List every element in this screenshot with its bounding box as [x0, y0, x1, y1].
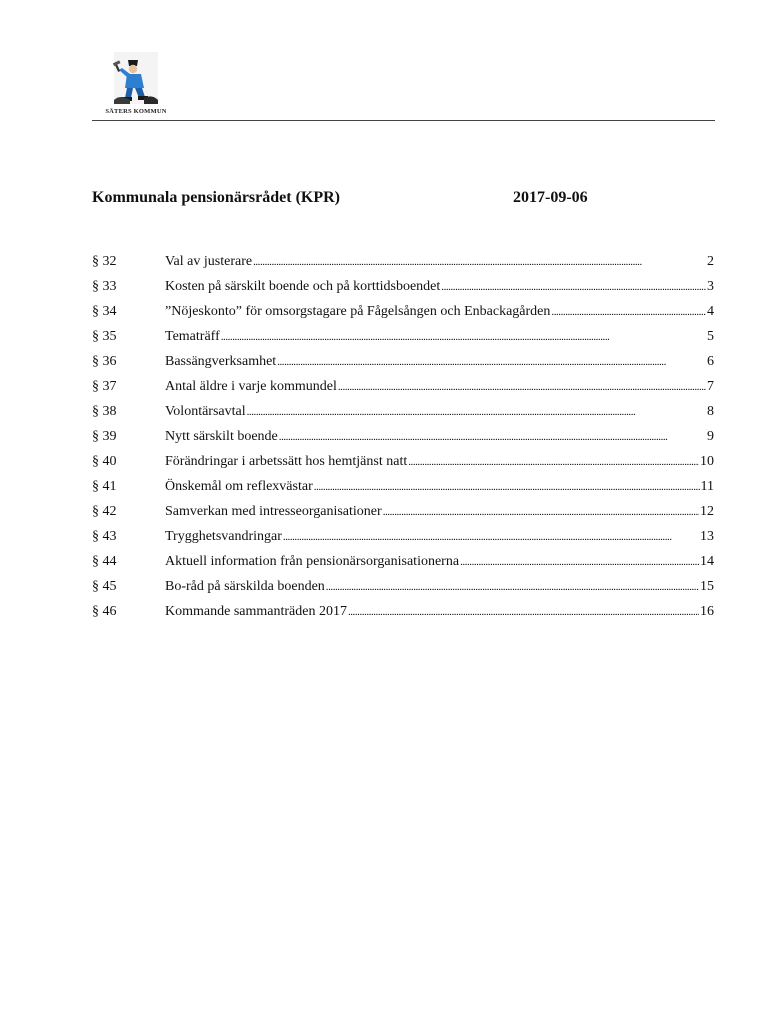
page-number: 11: [700, 479, 714, 494]
section-number: § 46: [92, 604, 117, 619]
section-title: Samverkan med intresseorganisationer: [165, 504, 382, 519]
toc-entry-38[interactable]: [92, 402, 714, 427]
page-number: 12: [700, 504, 714, 519]
toc-entry-37[interactable]: [92, 377, 714, 402]
header-divider: [92, 120, 715, 121]
section-title: Kosten på särskilt boende och på korttidsboendet: [165, 279, 441, 294]
section-title: Trygghetsvandringar: [165, 529, 282, 544]
page-number: 8: [707, 404, 714, 419]
section-number: § 33: [92, 279, 117, 294]
section-number: § 45: [92, 579, 117, 594]
toc-entry-35[interactable]: [92, 327, 714, 352]
page-number: 7: [707, 379, 714, 394]
section-title: Antal äldre i varje kommundel: [165, 379, 337, 394]
section-title: Tematräff: [165, 329, 220, 344]
toc-entry-40[interactable]: [92, 452, 714, 477]
dot-leader: [326, 577, 699, 597]
page-number: 2: [707, 254, 714, 269]
section-number: § 36: [92, 354, 117, 369]
toc-entry-44[interactable]: [92, 552, 714, 577]
page-number: 9: [707, 429, 714, 444]
section-number: § 39: [92, 429, 117, 444]
section-title: Bo-råd på särskilda boenden: [165, 579, 325, 594]
section-number: § 35: [92, 329, 117, 344]
section-title: Volontärsavtal: [165, 404, 246, 419]
section-title: Val av justerare: [165, 254, 253, 269]
page-number: 4: [707, 304, 714, 319]
section-title: Bassängverksamhet: [165, 354, 277, 369]
toc-entry-43[interactable]: [92, 527, 714, 552]
dot-leader: [551, 302, 706, 322]
meeting-date: 2017-09-06: [513, 189, 588, 206]
toc-entry-36[interactable]: [92, 352, 714, 377]
dot-leader: [283, 527, 699, 547]
section-number: § 44: [92, 554, 117, 569]
document-title: Kommunala pensionärsrådet (KPR): [92, 189, 340, 206]
section-number: § 37: [92, 379, 117, 394]
document-heading: [92, 189, 712, 211]
dot-leader: [348, 602, 699, 622]
section-title: Nytt särskilt boende: [165, 429, 278, 444]
miner-emblem-icon: [100, 50, 172, 110]
toc-entry-34[interactable]: [92, 302, 714, 327]
dot-leader: [338, 377, 706, 397]
dot-leader: [314, 477, 700, 497]
dot-leader: [408, 452, 699, 472]
section-title: ”Nöjeskonto” för omsorgstagare på Fågelsången och Enbackagården: [165, 304, 551, 319]
section-number: § 42: [92, 504, 117, 519]
page-number: 3: [707, 279, 714, 294]
dot-leader: [383, 502, 699, 522]
section-number: § 38: [92, 404, 117, 419]
dot-leader: [253, 252, 706, 272]
dot-leader: [460, 552, 699, 572]
toc-entry-33[interactable]: [92, 277, 714, 302]
page-number: 13: [700, 529, 714, 544]
section-number: § 34: [92, 304, 117, 319]
section-title: Önskemål om reflexvästar: [165, 479, 313, 494]
section-title: Förändringar i arbetssätt hos hemtjänst natt: [165, 454, 408, 469]
toc-entry-39[interactable]: [92, 427, 714, 452]
page-number: 10: [700, 454, 714, 469]
dot-leader: [277, 352, 706, 372]
section-number: § 41: [92, 479, 117, 494]
toc-entry-46[interactable]: [92, 602, 714, 627]
page-number: 5: [707, 329, 714, 344]
toc-entry-42[interactable]: [92, 502, 714, 527]
dot-leader: [247, 402, 706, 422]
page-number: 15: [700, 579, 714, 594]
page-number: 14: [700, 554, 714, 569]
logo-text: SÄTERS KOMMUN: [105, 108, 167, 115]
toc-entry-45[interactable]: [92, 577, 714, 602]
section-number: § 40: [92, 454, 117, 469]
section-title: Aktuell information från pensionärsorganisationerna: [165, 554, 460, 569]
page-number: 16: [700, 604, 714, 619]
section-number: § 32: [92, 254, 117, 269]
toc-entry-41[interactable]: [92, 477, 714, 502]
dot-leader: [279, 427, 706, 447]
section-number: § 43: [92, 529, 117, 544]
dot-leader: [441, 277, 706, 297]
toc-entry-32[interactable]: [92, 252, 714, 277]
page-number: 6: [707, 354, 714, 369]
section-title: Kommande sammanträden 2017: [165, 604, 347, 619]
table-of-contents: [92, 252, 714, 627]
dot-leader: [221, 327, 706, 347]
